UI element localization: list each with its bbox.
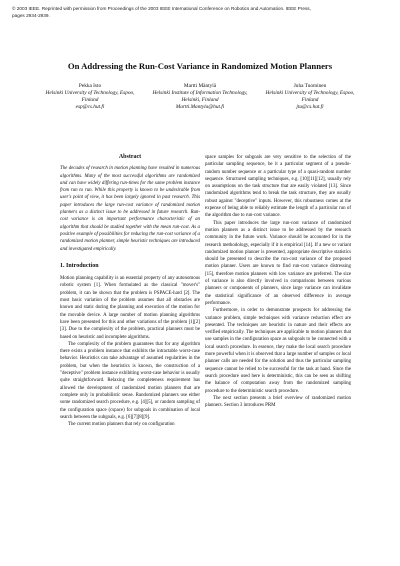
paragraph: The current motion planners that rely on configuration (68, 422, 175, 428)
author-email: esp@cs.hut.fi (75, 104, 105, 110)
author-block (40, 83, 360, 111)
author-affiliation: Helsinki Institute of Information Technology, Helsinki, Finland (152, 90, 248, 103)
section-heading-introduction: 1. Introduction (60, 262, 99, 269)
right-column (205, 154, 351, 409)
paragraph: The next section presents a brief overview of randomized motion planners. Section 3 introduces PRM (205, 395, 351, 409)
left-column (60, 154, 200, 428)
paper-title: On Addressing the Run-Cost Variance in Randomized Motion Planners (67, 61, 333, 71)
paragraph: Furthermore, in order to demonstrate prospects for addressing the variance problem, simple techniques with variance reduction effect are presented. The techniques are heuristic in nature and their effects are verified empirically. The techniques are applicable to motion planners that use samples in the configuration space as subgoals to be connected with a local search procedure. In essence, they make the local search procedure more powerful when it is observed that a large number of samples or local planner calls are needed for the solution and thus the particular sampling sequence cannot be relied to be successful for the task at hand. Since the search procedure used here is deterministic, this can be seen as shifting the balance of computation away from the randomized sampling procedure to the deterministic search procedure. (205, 308, 351, 394)
author-3 (260, 83, 360, 111)
paragraph: The complexity of the problem guarantees that for any algorithm there exists a problem instance that exhibits the intractable worst-case behavior. Heuristics can take advantage of assumed regularities in the problem, but when the heuristics is known, the construction of a "deceptive" problem instance exhibiting worst-case behavior is usually quite straightforward. Relaxing the completeness requirement has allowed the development of randomized motion planners that are complete only in probabilistic sense. Randomized planners use either some randomized search procedure, e.g. [4][5], or random sampling of the configuration space (cspace) for subgoals in combination of local search between the subgoals, e.g. [6][7][8][9]. (60, 341, 200, 420)
copyright-note: © 2003 IEEE. Reprinted with permission from Proceedings of the 2003 IEEE International Conference on Robotics and Automation. IEEE Press, pages 2934-2939. (12, 6, 311, 18)
author-affiliation: Helsinki University of Technology, Espoo, Finland (45, 90, 135, 103)
author-1 (40, 83, 140, 111)
author-affiliation: Helsinki University of Technology, Espoo, Finland (265, 90, 355, 103)
paragraph: Motion planning capability is an essential property of any autonomous robotic system [1]. When formulated as the classical "mover's" problem, it can be shown that the problem is PSPACE-hard [2]. The most basic variation of the problem assumes that all obstacles are known and static during the planning and execution of the motion for the movable device. A large number of motion planning algorithms have been presented for this and other variations of the problem [1][2][3]. Due to the complexity of the problem, practical planners must be based on heuristic and incomplete algorithms. (60, 276, 200, 340)
abstract-text: The decades of research in motion planning have resulted in numerous algorithms. Many of the most successful algorithms are randomized and can have widely differing run-times for the same problem instance from run to run. While this property is known to be undesirable from user's point of view, it has been largely ignored in past research. This paper introduces the large run-cost variance of randomized motion planners as a distinct issue to be addressed in future research. Run-cost variance is an important performance characteristic of an algorithm that should be studied together with the mean run-cost. As a positive example of possibilities for reducing the run-cost variance of a randomized motion planner, simple heuristic techniques are introduced and investigated empirically. (60, 166, 200, 252)
author-name: Pekka Isto (78, 83, 102, 89)
paragraph: This paper introduces the large run-cost variance of randomized motion planners as a distinct issue to be addressed by the research community in the future work. Variance should be accounted for in the research methodology, especially if it is empirical [14]. If a new or variant randomized motion planner is presented, appropriate descriptive statistics should be presented to describe the run-cost variance of the proposed motion planner. Users are known to find run-cost variance distressing [15], therefore motion planners with low variance are preferred. The size of variance is also directly involved in comparisons between various planners or components of planners, since large variance can invalidate the statistical significance of an observed difference in average performance. (205, 220, 351, 306)
author-2 (150, 83, 250, 111)
paragraph: space samples for subgoals are very sensitive to the selection of the particular sampling sequence, be it a particular segment of a pseudo-random number sequence or a particular type of a quasi-random number sequence. Structured sampling techniques, e.g. [10][11][12], usually rely on assumptions on the task structure that are easily violated [13]. Since randomized algorithms tend to break the task structure, they are usually robust against "deceptive" inputs. However, this robustness comes at the expense of being able to reliably estimate the length of a particular run of the algorithm due to run-cost variance. (205, 155, 351, 219)
author-name: Juha Tuominen (293, 83, 327, 89)
author-name: Martti Mäntylä (183, 83, 217, 89)
author-email: jtu@cs.hut.fi (296, 104, 324, 110)
author-email: Martti.Mantyla@hut.fi (175, 104, 225, 110)
abstract-heading: Abstract (118, 154, 142, 160)
